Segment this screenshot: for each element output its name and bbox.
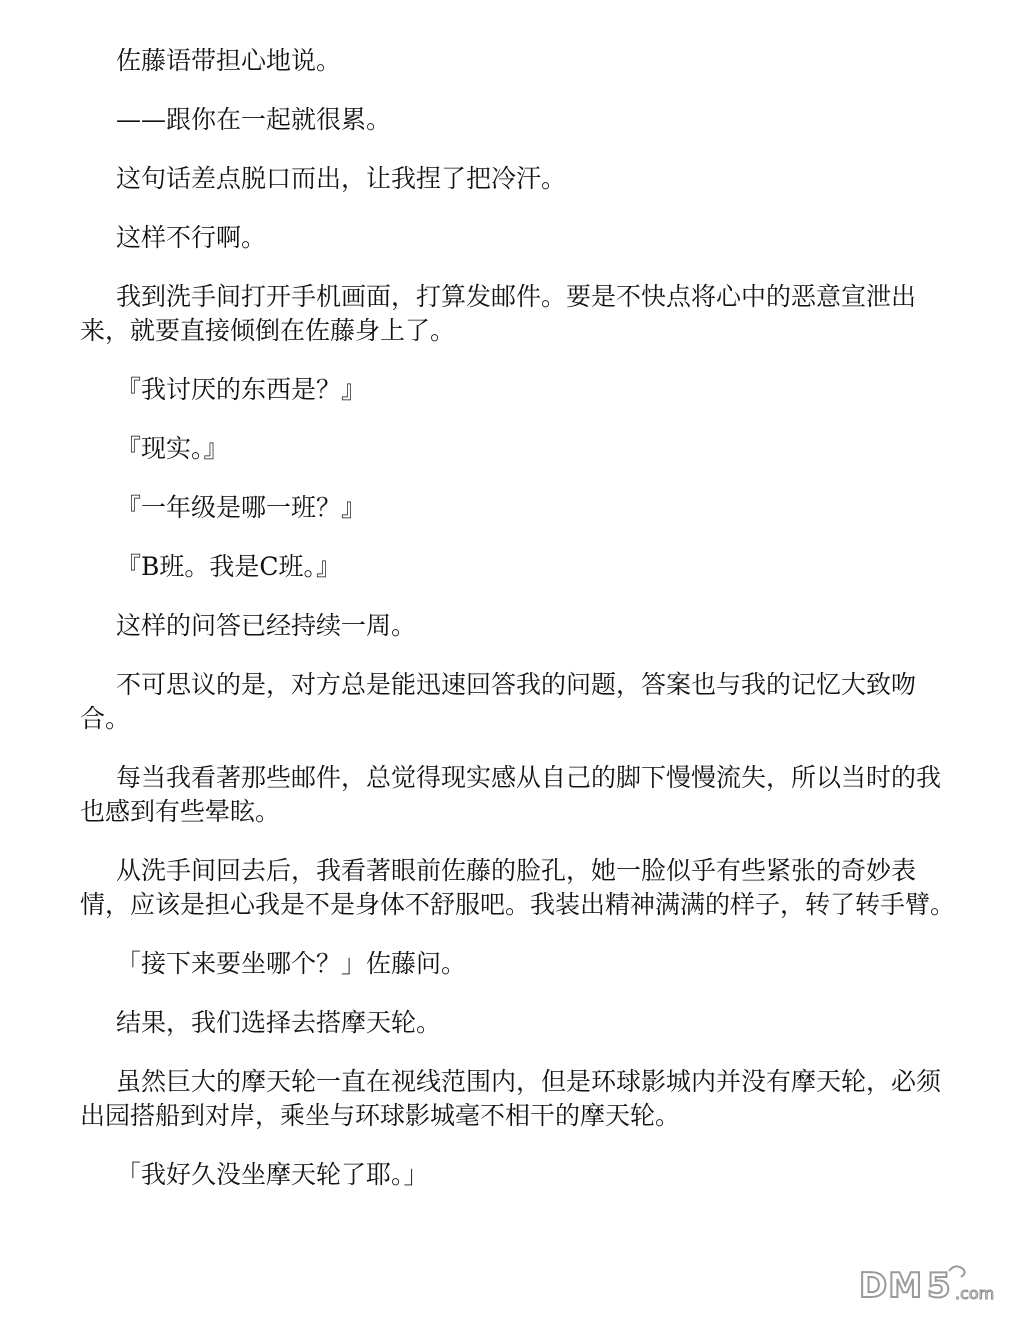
paragraph: 结果，我们选择去搭摩天轮。 bbox=[116, 1008, 442, 1037]
paragraph: 不可思议的是，对方总是能迅速回答我的问题，答案也与我的记忆大致吻合。 bbox=[80, 670, 917, 733]
svg-text:5: 5 bbox=[927, 1266, 951, 1306]
paragraph: 佐藤语带担心地说。 bbox=[116, 46, 342, 75]
paragraph: 这样的问答已经持续一周。 bbox=[116, 611, 417, 640]
paragraph: 「我好久没坐摩天轮了耶。」 bbox=[116, 1160, 429, 1189]
paragraph: ——跟你在一起就很累。 bbox=[116, 105, 392, 134]
paragraph: 从洗手间回去后，我看著眼前佐藤的脸孔，她一脸似乎有些紧张的奇妙表情，应该是担心我是不是身体不舒服吧。我装出精神满满的样子，转了转手臂。 bbox=[80, 856, 956, 919]
svg-text:.com: .com bbox=[955, 1284, 995, 1303]
paragraph: 虽然巨大的摩天轮一直在视线范围内，但是环球影城内并没有摩天轮，必须出园搭船到对岸，乘坐与环球影城毫不相干的摩天轮。 bbox=[80, 1067, 942, 1130]
dm5-watermark-logo bbox=[857, 1261, 1007, 1307]
dm5-logo-icon bbox=[857, 1261, 1007, 1307]
paragraph: 『一年级是哪一班？』 bbox=[116, 493, 367, 522]
paragraph: 这样不行啊。 bbox=[116, 223, 267, 252]
paragraph: 这句话差点脱口而出，让我捏了把冷汗。 bbox=[116, 164, 567, 193]
paragraph: 『现实。』 bbox=[116, 434, 229, 463]
paragraph: 『我讨厌的东西是？』 bbox=[116, 375, 367, 404]
svg-text:DM: DM bbox=[859, 1266, 924, 1306]
body-text bbox=[80, 44, 960, 1217]
paragraph: 我到洗手间打开手机画面，打算发邮件。要是不快点将心中的恶意宣泄出来，就要直接倾倒在佐藤身上了。 bbox=[80, 282, 917, 345]
paragraph: 『B班。我是C班。』 bbox=[116, 552, 342, 581]
paragraph: 每当我看著那些邮件，总觉得现实感从自己的脚下慢慢流失，所以当时的我也感到有些晕眩。 bbox=[80, 763, 942, 826]
paragraph: 「接下来要坐哪个？」佐藤问。 bbox=[116, 949, 467, 978]
